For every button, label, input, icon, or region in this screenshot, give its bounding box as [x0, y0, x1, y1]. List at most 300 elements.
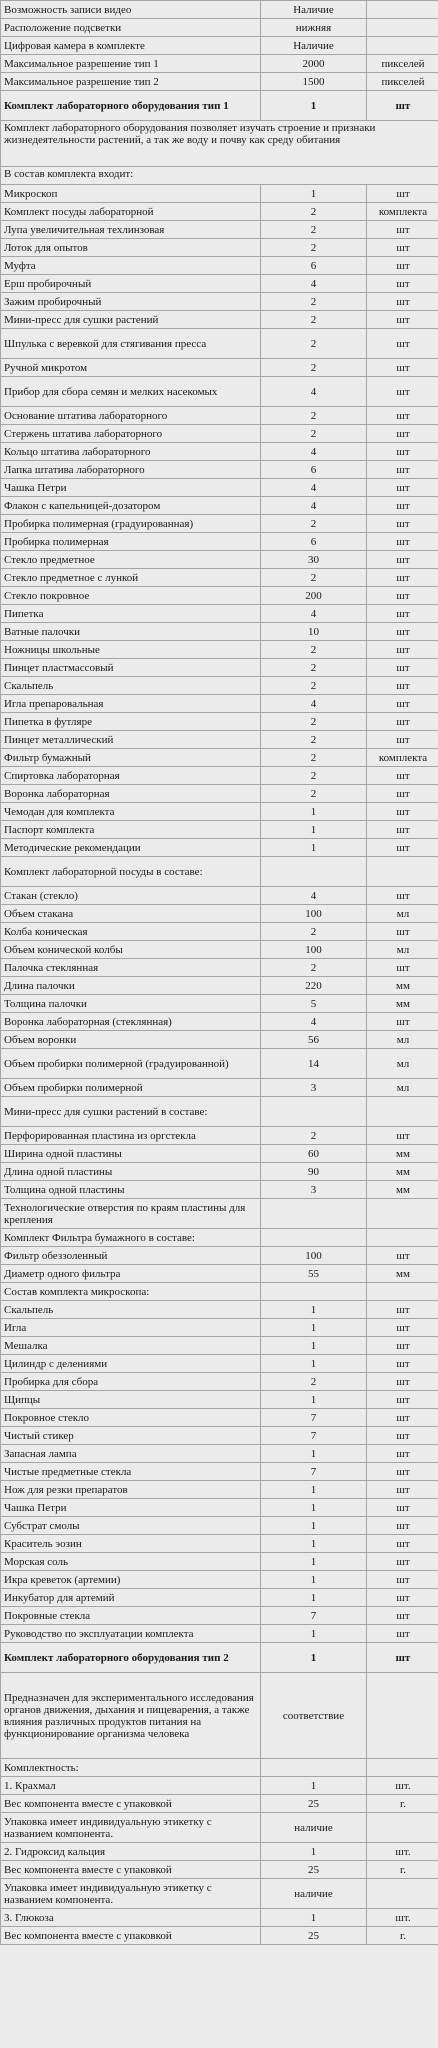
value-cell: 1	[261, 1777, 367, 1795]
parameter-cell: Расположение подсветки	[1, 19, 261, 37]
value-cell: 56	[261, 1031, 367, 1049]
parameter-cell: Икра креветок (артемии)	[1, 1571, 261, 1589]
table-row	[1, 587, 438, 605]
unit-cell: шт	[367, 623, 438, 641]
unit-cell: шт	[367, 587, 438, 605]
unit-cell: шт	[367, 1481, 438, 1499]
parameter-cell: Скальпель	[1, 1301, 261, 1319]
table-row	[1, 1265, 438, 1283]
parameter-cell: Объем стакана	[1, 905, 261, 923]
unit-cell: мм	[367, 1265, 438, 1283]
table-row	[1, 37, 438, 55]
table-row	[1, 1813, 438, 1843]
unit-cell: шт	[367, 923, 438, 941]
table-row	[1, 1607, 438, 1625]
value-cell: 2000	[261, 55, 367, 73]
value-cell: 2	[261, 425, 367, 443]
table-row	[1, 857, 438, 887]
parameter-cell: Ножницы школьные	[1, 641, 261, 659]
unit-cell: шт	[367, 479, 438, 497]
table-row	[1, 167, 438, 185]
table-row	[1, 1181, 438, 1199]
unit-cell: шт	[367, 497, 438, 515]
table-row	[1, 605, 438, 623]
parameter-cell: Возможность записи видео	[1, 1, 261, 19]
parameter-cell: Флакон с капельницей-дозатором	[1, 497, 261, 515]
value-cell: Наличие	[261, 37, 367, 55]
value-cell: 2	[261, 767, 367, 785]
table-row	[1, 1589, 438, 1607]
value-cell: 7	[261, 1607, 367, 1625]
parameter-cell: Вес компонента вместе с упаковкой	[1, 1861, 261, 1879]
value-cell: 25	[261, 1927, 367, 1945]
value-cell: 1	[261, 1319, 367, 1337]
unit-cell: мм	[367, 995, 438, 1013]
parameter-cell: Объем пробирки полимерной	[1, 1079, 261, 1097]
table-row	[1, 275, 438, 293]
value-cell: 2	[261, 923, 367, 941]
value-cell: 30	[261, 551, 367, 569]
table-row	[1, 1625, 438, 1643]
unit-cell: шт	[367, 1355, 438, 1373]
value-cell: 1	[261, 1909, 367, 1927]
parameter-cell: Длина палочки	[1, 977, 261, 995]
table-row	[1, 1463, 438, 1481]
parameter-cell: Пинцет металлический	[1, 731, 261, 749]
unit-cell: г.	[367, 1795, 438, 1813]
parameter-cell: Чистые предметные стекла	[1, 1463, 261, 1481]
table-row	[1, 1643, 438, 1673]
unit-cell: шт	[367, 1643, 438, 1673]
table-row	[1, 1909, 438, 1927]
parameter-cell: Длина одной пластины	[1, 1163, 261, 1181]
table-row	[1, 19, 438, 37]
unit-cell: шт	[367, 713, 438, 731]
value-cell: 55	[261, 1265, 367, 1283]
parameter-cell: Покровное стекло	[1, 1409, 261, 1427]
unit-cell: мл	[367, 905, 438, 923]
parameter-cell: Ерш пробирочный	[1, 275, 261, 293]
value-cell: 1	[261, 1391, 367, 1409]
unit-cell: шт	[367, 221, 438, 239]
value-cell: 6	[261, 533, 367, 551]
parameter-cell: Предназначен для экспериментального исследования органов движения, дыхания и пищеварения, а также влияния различных продуктов питания на функционирование организма человека	[1, 1673, 261, 1759]
unit-cell: шт	[367, 1427, 438, 1445]
value-cell: 2	[261, 659, 367, 677]
parameter-cell: Комплект лабораторного оборудования тип 1	[1, 91, 261, 121]
table-row	[1, 905, 438, 923]
table-row	[1, 1, 438, 19]
value-cell: нижняя	[261, 19, 367, 37]
table-row	[1, 73, 438, 91]
unit-cell: мм	[367, 1181, 438, 1199]
table-row	[1, 221, 438, 239]
unit-cell: шт	[367, 803, 438, 821]
parameter-cell: Инкубатор для артемий	[1, 1589, 261, 1607]
parameter-cell: Игла препаровальная	[1, 695, 261, 713]
parameter-cell: Максимальное разрешение тип 1	[1, 55, 261, 73]
table-row	[1, 767, 438, 785]
value-cell: 2	[261, 407, 367, 425]
table-row	[1, 1427, 438, 1445]
unit-cell: шт	[367, 605, 438, 623]
parameter-cell: Пипетка	[1, 605, 261, 623]
unit-cell: мл	[367, 1079, 438, 1097]
parameter-cell: Стекло предметное	[1, 551, 261, 569]
value-cell: 2	[261, 641, 367, 659]
value-cell: 1	[261, 185, 367, 203]
parameter-cell: Краситель эозин	[1, 1535, 261, 1553]
parameter-cell: Палочка стеклянная	[1, 959, 261, 977]
table-row	[1, 479, 438, 497]
unit-cell: шт	[367, 767, 438, 785]
table-row	[1, 623, 438, 641]
parameter-cell: Игла	[1, 1319, 261, 1337]
unit-cell: шт	[367, 185, 438, 203]
unit-cell: шт	[367, 659, 438, 677]
parameter-cell: 3. Глюкоза	[1, 1909, 261, 1927]
value-cell: 2	[261, 959, 367, 977]
parameter-cell: Чашка Петри	[1, 1499, 261, 1517]
parameter-cell: Покровные стекла	[1, 1607, 261, 1625]
parameter-cell: Стекло покровное	[1, 587, 261, 605]
parameter-cell: Мини-пресс для сушки растений	[1, 311, 261, 329]
table-row	[1, 1337, 438, 1355]
value-cell: 4	[261, 443, 367, 461]
unit-cell: шт	[367, 1625, 438, 1643]
table-row	[1, 551, 438, 569]
table-row	[1, 1229, 438, 1247]
value-cell: 5	[261, 995, 367, 1013]
parameter-cell: Фильтр обеззоленный	[1, 1247, 261, 1265]
unit-cell: шт	[367, 311, 438, 329]
value-cell: 1	[261, 1589, 367, 1607]
unit-cell: шт	[367, 377, 438, 407]
value-cell: 60	[261, 1145, 367, 1163]
unit-cell	[367, 1097, 438, 1127]
value-cell: 10	[261, 623, 367, 641]
value-cell: 2	[261, 749, 367, 767]
parameter-cell: Стержень штатива лабораторного	[1, 425, 261, 443]
unit-cell: шт	[367, 515, 438, 533]
value-cell: 4	[261, 479, 367, 497]
unit-cell: комплекта	[367, 749, 438, 767]
unit-cell: шт	[367, 1445, 438, 1463]
value-cell: 100	[261, 941, 367, 959]
value-cell: 4	[261, 1013, 367, 1031]
table-row	[1, 995, 438, 1013]
unit-cell: мм	[367, 1163, 438, 1181]
value-cell: 4	[261, 497, 367, 515]
value-cell: 1	[261, 91, 367, 121]
value-cell: 2	[261, 1373, 367, 1391]
unit-cell: шт	[367, 1373, 438, 1391]
value-cell: 4	[261, 377, 367, 407]
table-row	[1, 887, 438, 905]
value-cell: 200	[261, 587, 367, 605]
table-row	[1, 377, 438, 407]
value-cell: 2	[261, 515, 367, 533]
parameter-cell: Комплект посуды лабораторной	[1, 203, 261, 221]
unit-cell: шт	[367, 1589, 438, 1607]
unit-cell: шт.	[367, 1843, 438, 1861]
table-row	[1, 1927, 438, 1945]
unit-cell: шт	[367, 695, 438, 713]
table-row	[1, 1319, 438, 1337]
unit-cell: шт	[367, 407, 438, 425]
parameter-cell: Руководство по эксплуатации комплекта	[1, 1625, 261, 1643]
table-row	[1, 677, 438, 695]
table-row	[1, 1481, 438, 1499]
table-row	[1, 1247, 438, 1265]
parameter-cell: Комплектность:	[1, 1759, 261, 1777]
unit-cell: шт	[367, 329, 438, 359]
unit-cell: шт	[367, 293, 438, 311]
table-row	[1, 91, 438, 121]
parameter-cell: Максимальное разрешение тип 2	[1, 73, 261, 91]
parameter-cell: Ватные палочки	[1, 623, 261, 641]
unit-cell: шт	[367, 275, 438, 293]
table-row	[1, 803, 438, 821]
parameter-cell: Кольцо штатива лабораторного	[1, 443, 261, 461]
parameter-cell: Прибор для сбора семян и мелких насекомых	[1, 377, 261, 407]
table-row	[1, 1079, 438, 1097]
value-cell: 2	[261, 569, 367, 587]
table-row	[1, 425, 438, 443]
parameter-cell: Технологические отверстия по краям пластины для крепления	[1, 1199, 261, 1229]
value-cell: 4	[261, 695, 367, 713]
unit-cell: шт	[367, 677, 438, 695]
unit-cell: шт	[367, 1301, 438, 1319]
value-cell: соответствие	[261, 1673, 367, 1759]
table-row	[1, 821, 438, 839]
parameter-cell: Комплект Фильтра бумажного в составе:	[1, 1229, 261, 1247]
table-row	[1, 959, 438, 977]
table-row	[1, 1199, 438, 1229]
value-cell	[261, 1759, 367, 1777]
parameter-cell: Ширина одной пластины	[1, 1145, 261, 1163]
table-row	[1, 713, 438, 731]
parameter-cell: Зажим пробирочный	[1, 293, 261, 311]
parameter-cell: Вес компонента вместе с упаковкой	[1, 1795, 261, 1813]
table-row	[1, 1843, 438, 1861]
value-cell: 1	[261, 1355, 367, 1373]
value-cell: 1	[261, 1337, 367, 1355]
table-row	[1, 533, 438, 551]
table-row	[1, 407, 438, 425]
table-row	[1, 1795, 438, 1813]
value-cell: 14	[261, 1049, 367, 1079]
unit-cell: мл	[367, 1049, 438, 1079]
unit-cell: шт	[367, 425, 438, 443]
unit-cell	[367, 1759, 438, 1777]
table-row	[1, 1673, 438, 1759]
parameter-cell: Муфта	[1, 257, 261, 275]
unit-cell: мл	[367, 1031, 438, 1049]
value-cell: 25	[261, 1861, 367, 1879]
parameter-cell: Мешалка	[1, 1337, 261, 1355]
value-cell	[261, 1229, 367, 1247]
value-cell: 2	[261, 713, 367, 731]
value-cell: 1	[261, 1499, 367, 1517]
value-cell: 2	[261, 677, 367, 695]
table-row	[1, 941, 438, 959]
value-cell: 3	[261, 1079, 367, 1097]
parameter-cell: Объем воронки	[1, 1031, 261, 1049]
table-row	[1, 1879, 438, 1909]
parameter-cell: Лоток для опытов	[1, 239, 261, 257]
table-row	[1, 1355, 438, 1373]
table-row	[1, 1049, 438, 1079]
parameter-cell: Пробирка полимерная (градуированная)	[1, 515, 261, 533]
table-row	[1, 1145, 438, 1163]
value-cell: 2	[261, 731, 367, 749]
parameter-cell: Перфорированная пластина из оргстекла	[1, 1127, 261, 1145]
unit-cell: мл	[367, 941, 438, 959]
unit-cell: шт	[367, 1553, 438, 1571]
parameter-cell: Чемодан для комплекта	[1, 803, 261, 821]
parameter-cell: Пинцет пластмассовый	[1, 659, 261, 677]
table-row	[1, 1517, 438, 1535]
table-row	[1, 1571, 438, 1589]
value-cell: 1	[261, 1625, 367, 1643]
parameter-cell: Цилиндр с делениями	[1, 1355, 261, 1373]
unit-cell: шт	[367, 887, 438, 905]
value-cell: 1	[261, 803, 367, 821]
value-cell: 2	[261, 293, 367, 311]
unit-cell: шт	[367, 1013, 438, 1031]
value-cell: 4	[261, 605, 367, 623]
value-cell: 1	[261, 1843, 367, 1861]
table-row	[1, 1499, 438, 1517]
parameter-cell: Объем конической колбы	[1, 941, 261, 959]
parameter-cell: Пипетка в футляре	[1, 713, 261, 731]
parameter-cell: Шпулька с веревкой для стягивания пресса	[1, 329, 261, 359]
unit-cell: мм	[367, 1145, 438, 1163]
unit-cell	[367, 857, 438, 887]
table-row	[1, 1409, 438, 1427]
table-row	[1, 1445, 438, 1463]
parameter-cell: Толщина палочки	[1, 995, 261, 1013]
parameter-cell: Лупа увеличительная техлинзовая	[1, 221, 261, 239]
unit-cell: шт	[367, 257, 438, 275]
table-row	[1, 1283, 438, 1301]
value-cell: 1	[261, 1553, 367, 1571]
value-cell	[261, 1199, 367, 1229]
unit-cell: шт	[367, 785, 438, 803]
table-row	[1, 185, 438, 203]
table-row	[1, 1301, 438, 1319]
table-row	[1, 1777, 438, 1795]
value-cell: 1	[261, 1445, 367, 1463]
value-cell: 6	[261, 257, 367, 275]
value-cell: 220	[261, 977, 367, 995]
unit-cell: г.	[367, 1861, 438, 1879]
unit-cell	[367, 1283, 438, 1301]
value-cell: Наличие	[261, 1, 367, 19]
table-row	[1, 293, 438, 311]
unit-cell: г.	[367, 1927, 438, 1945]
unit-cell: шт	[367, 1337, 438, 1355]
parameter-cell: Чистый стикер	[1, 1427, 261, 1445]
unit-cell: шт	[367, 551, 438, 569]
parameter-cell: Воронка лабораторная (стеклянная)	[1, 1013, 261, 1031]
table-row	[1, 569, 438, 587]
value-cell: 1500	[261, 73, 367, 91]
unit-cell: шт	[367, 1463, 438, 1481]
unit-cell: шт	[367, 1319, 438, 1337]
table-row	[1, 443, 438, 461]
value-cell: наличие	[261, 1813, 367, 1843]
table-row	[1, 239, 438, 257]
table-row	[1, 55, 438, 73]
value-cell: 2	[261, 221, 367, 239]
unit-cell: шт	[367, 359, 438, 377]
unit-cell	[367, 1199, 438, 1229]
value-cell: 1	[261, 839, 367, 857]
value-cell	[261, 857, 367, 887]
table-row	[1, 1127, 438, 1145]
value-cell: 100	[261, 905, 367, 923]
table-row	[1, 515, 438, 533]
section-text-cell: Комплект лабораторного оборудования позволяет изучать строение и признаки жизнедеятельности растений, а так же воду и почву как среду обитания	[1, 121, 438, 167]
parameter-cell: Толщина одной пластины	[1, 1181, 261, 1199]
unit-cell: шт	[367, 821, 438, 839]
table-row	[1, 1535, 438, 1553]
table-row	[1, 923, 438, 941]
table-row	[1, 1031, 438, 1049]
unit-cell: шт	[367, 1409, 438, 1427]
unit-cell	[367, 1, 438, 19]
parameter-cell: 1. Крахмал	[1, 1777, 261, 1795]
unit-cell: шт	[367, 1247, 438, 1265]
parameter-cell: 2. Гидроксид кальция	[1, 1843, 261, 1861]
table-row	[1, 311, 438, 329]
value-cell: 1	[261, 1481, 367, 1499]
parameter-cell: Нож для резки препаратов	[1, 1481, 261, 1499]
table-row	[1, 257, 438, 275]
parameter-cell: Диаметр одного фильтра	[1, 1265, 261, 1283]
parameter-cell: Пробирка для сбора	[1, 1373, 261, 1391]
parameter-cell: Скальпель	[1, 677, 261, 695]
parameter-cell: Мини-пресс для сушки растений в составе:	[1, 1097, 261, 1127]
unit-cell: шт	[367, 1391, 438, 1409]
parameter-cell: Пробирка полимерная	[1, 533, 261, 551]
value-cell: 2	[261, 1127, 367, 1145]
value-cell: 2	[261, 785, 367, 803]
unit-cell: пикселей	[367, 73, 438, 91]
parameter-cell: Стекло предметное с лункой	[1, 569, 261, 587]
unit-cell: шт	[367, 641, 438, 659]
unit-cell: шт	[367, 959, 438, 977]
unit-cell: шт	[367, 731, 438, 749]
parameter-cell: Цифровая камера в комплекте	[1, 37, 261, 55]
table-row	[1, 785, 438, 803]
section-text-cell: В состав комплекта входит:	[1, 167, 438, 185]
parameter-cell: Фильтр бумажный	[1, 749, 261, 767]
unit-cell: шт	[367, 1607, 438, 1625]
unit-cell: шт	[367, 461, 438, 479]
value-cell: 1	[261, 821, 367, 839]
table-row	[1, 1861, 438, 1879]
table-row	[1, 461, 438, 479]
unit-cell	[367, 1813, 438, 1843]
table-row	[1, 329, 438, 359]
unit-cell: шт	[367, 839, 438, 857]
value-cell: 2	[261, 329, 367, 359]
value-cell: 1	[261, 1535, 367, 1553]
parameter-cell: Объем пробирки полимерной (градуированной)	[1, 1049, 261, 1079]
